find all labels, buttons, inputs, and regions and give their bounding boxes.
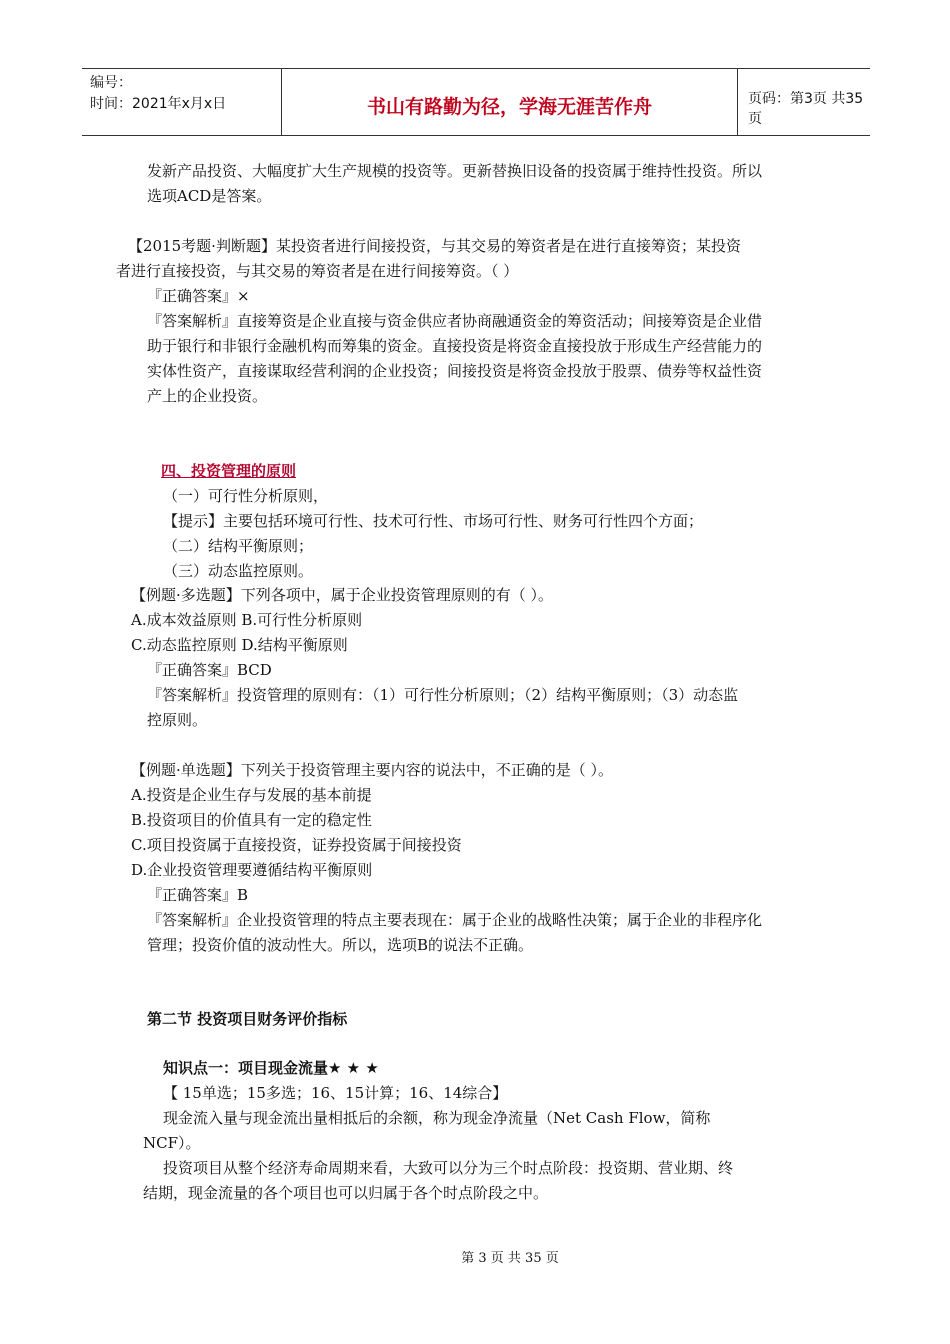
answer-explanation: 『答案解析』投资管理的原则有：（1）可行性分析原则；（2）结构平衡原则；（3）动态监 (147, 686, 739, 704)
question-stem: 【2015考题·判断题】某投资者进行间接投资，与其交易的筹资者是在进行直接筹资；某投资 (128, 237, 741, 255)
answer-explanation: 产上的企业投资。 (147, 387, 268, 405)
knowledge-point-title: 知识点一：项目现金流量★ ★ ★ (163, 1059, 379, 1077)
header-meta (82, 69, 282, 135)
answer-explanation: 『答案解析』企业投资管理的特点主要表现在：属于企业的战略性决策；属于企业的非程序化 (147, 911, 763, 929)
hint-text: 【提示】主要包括环境可行性、技术可行性、市场可行性、财务可行性四个方面； (163, 512, 704, 530)
principle-item: （三）动态监控原则。 (163, 562, 314, 580)
correct-answer: 『正确答案』× (147, 287, 250, 305)
paragraph-line: NCF）。 (143, 1134, 201, 1152)
section-heading: 第二节 投资项目财务评价指标 (147, 1010, 348, 1028)
question-options: A.成本效益原则 B.可行性分析原则 (131, 611, 363, 629)
number-label: 编号： (90, 75, 132, 91)
correct-answer: 『正确答案』BCD (147, 661, 272, 679)
principle-item: （二）结构平衡原则； (163, 537, 314, 555)
section-heading: 四、投资管理的原则 (161, 462, 297, 480)
question-option-b: B.投资项目的价值具有一定的稳定性 (131, 811, 372, 829)
question-option-d: D.企业投资管理要遵循结构平衡原则 (131, 861, 373, 879)
page-footer: 第 3 页 共 35 页 (461, 1251, 559, 1266)
paragraph-line: 选项ACD是答案。 (147, 187, 272, 205)
page-header (82, 68, 870, 136)
header-motto: 书山有路勤为径，学海无涯苦作舟 (282, 69, 738, 135)
answer-explanation: 助于银行和非银行金融机构而筹集的资金。直接投资是将资金直接投放于形成生产经营能力的 (147, 337, 763, 355)
question-stem: 【例题·多选题】下列各项中，属于企业投资管理原则的有（ ）。 (131, 586, 554, 604)
question-options: C.动态监控原则 D.结构平衡原则 (131, 636, 348, 654)
answer-explanation: 『答案解析』直接筹资是企业直接与资金供应者协商融通资金的筹资活动；间接筹资是企业借 (147, 312, 763, 330)
paragraph-line: 发新产品投资、大幅度扩大生产规模的投资等。更新替换旧设备的投资属于维持性投资。所以 (147, 162, 763, 180)
date-label: 时间：2021年x月x日 (90, 96, 227, 112)
answer-explanation: 实体性资产，直接谋取经营利润的企业投资；间接投资是将资金投放于股票、债券等权益性资 (147, 362, 763, 380)
exam-frequency: 【 15单选；15多选；16、15计算；16、14综合】 (163, 1084, 508, 1102)
question-stem: 【例题·单选题】下列关于投资管理主要内容的说法中，不正确的是（ ）。 (131, 761, 614, 779)
paragraph-line: 结期，现金流量的各个项目也可以归属于各个时点阶段之中。 (143, 1184, 549, 1202)
correct-answer: 『正确答案』B (147, 886, 249, 904)
answer-explanation: 管理；投资价值的波动性大。所以，选项B的说法不正确。 (147, 936, 534, 954)
question-option-a: A.投资是企业生存与发展的基本前提 (131, 786, 372, 804)
header-page-label: 页码：第3页 共35页 (748, 91, 864, 127)
question-stem: 者进行直接投资，与其交易的筹资者是在进行间接筹资。（ ） (116, 262, 519, 280)
question-option-c: C.项目投资属于直接投资，证券投资属于间接投资 (131, 836, 462, 854)
paragraph-line: 投资项目从整个经济寿命周期来看，大致可以分为三个时点阶段：投资期、营业期、终 (163, 1159, 734, 1177)
paragraph-line: 现金流入量与现金流出量相抵后的余额，称为现金净流量（Net Cash Flow，简称 (163, 1109, 711, 1127)
answer-explanation: 控原则。 (147, 711, 208, 729)
principle-item: （一）可行性分析原则， (163, 487, 329, 505)
